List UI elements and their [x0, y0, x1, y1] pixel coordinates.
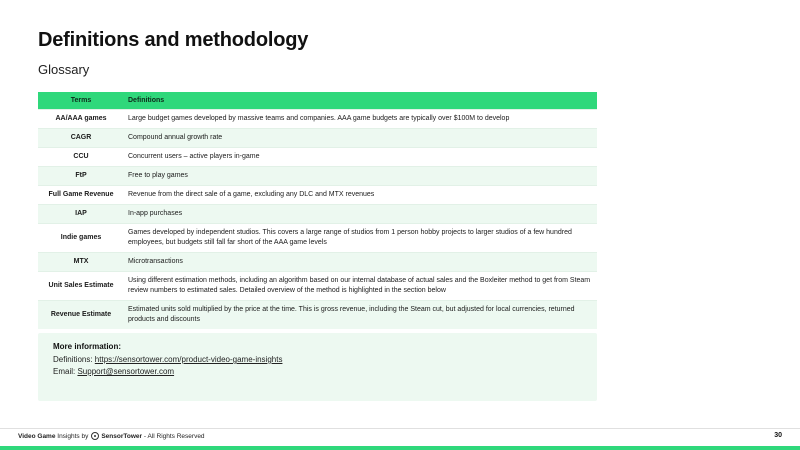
table-row: [38, 129, 597, 148]
definition-cell: Concurrent users – active players in-game: [124, 148, 597, 167]
table-row: [38, 110, 597, 129]
page-title: Definitions and methodology: [38, 29, 309, 51]
table-row: [38, 167, 597, 186]
email-label: Email:: [53, 367, 78, 376]
page-subtitle: Glossary: [38, 62, 90, 77]
table-header-row: [38, 92, 597, 110]
definition-cell: Large budget games developed by massive teams and companies. AAA game budgets are typically over $100M to develop: [124, 110, 597, 129]
glossary-table: [38, 92, 597, 329]
definition-cell: Revenue from the direct sale of a game, excluding any DLC and MTX revenues: [124, 186, 597, 205]
table-row: [38, 272, 597, 301]
term-cell: CCU: [38, 148, 124, 167]
table-row: [38, 253, 597, 272]
definition-cell: Games developed by independent studios. This covers a large range of studios from 1 person hobby projects to larger studios of a few hundred employees, but budgets still fall far short of the AAA game levels: [124, 224, 597, 253]
term-cell: Unit Sales Estimate: [38, 272, 124, 301]
definitions-line: [53, 355, 282, 364]
term-cell: Indie games: [38, 224, 124, 253]
definitions-link[interactable]: https://sensortower.com/product-video-game-insights: [94, 355, 283, 364]
term-cell: CAGR: [38, 129, 124, 148]
definition-cell: In-app purchases: [124, 205, 597, 224]
page-number: 30: [774, 432, 782, 439]
table-row: [38, 301, 597, 330]
table-row: [38, 205, 597, 224]
term-cell: Revenue Estimate: [38, 301, 124, 330]
definition-cell: Compound annual growth rate: [124, 129, 597, 148]
definition-cell: Free to play games: [124, 167, 597, 186]
term-cell: AA/AAA games: [38, 110, 124, 129]
company-name: SensorTower: [101, 432, 143, 440]
term-cell: FtP: [38, 167, 124, 186]
more-information-box: [38, 333, 597, 401]
definition-cell: Microtransactions: [124, 253, 597, 272]
definition-cell: Using different estimation methods, including an algorithm based on our internal database of actual sales and the Boxleiter method to get from Steam review numbers to estimated sales. Detailed overview of the method is highlighted in the section below: [124, 272, 597, 301]
more-information-title: More information:: [53, 342, 121, 351]
rights-text: - All Rights Reserved: [142, 432, 205, 440]
definition-cell: Estimated units sold multiplied by the price at the time. This is gross revenue, including the Steam cut, but adjusted for local currencies, returned products and discounts: [124, 301, 597, 330]
brand-suffix: Insights by: [55, 432, 89, 440]
sensortower-logo-icon: [91, 432, 99, 440]
table-row: [38, 148, 597, 167]
term-cell: Full Game Revenue: [38, 186, 124, 205]
column-header-terms: Terms: [38, 92, 124, 110]
definitions-label: Definitions:: [53, 355, 95, 364]
footer-brand: [18, 432, 205, 440]
table-row: [38, 224, 597, 253]
email-line: [53, 367, 174, 376]
footer-accent-bar: [0, 446, 800, 450]
term-cell: MTX: [38, 253, 124, 272]
term-cell: IAP: [38, 205, 124, 224]
email-link[interactable]: Support@sensortower.com: [77, 367, 175, 376]
brand-name: Video Game: [18, 432, 56, 440]
column-header-definitions: Definitions: [124, 92, 597, 110]
footer-divider: [0, 428, 800, 429]
footer: [0, 424, 800, 450]
table-row: [38, 186, 597, 205]
